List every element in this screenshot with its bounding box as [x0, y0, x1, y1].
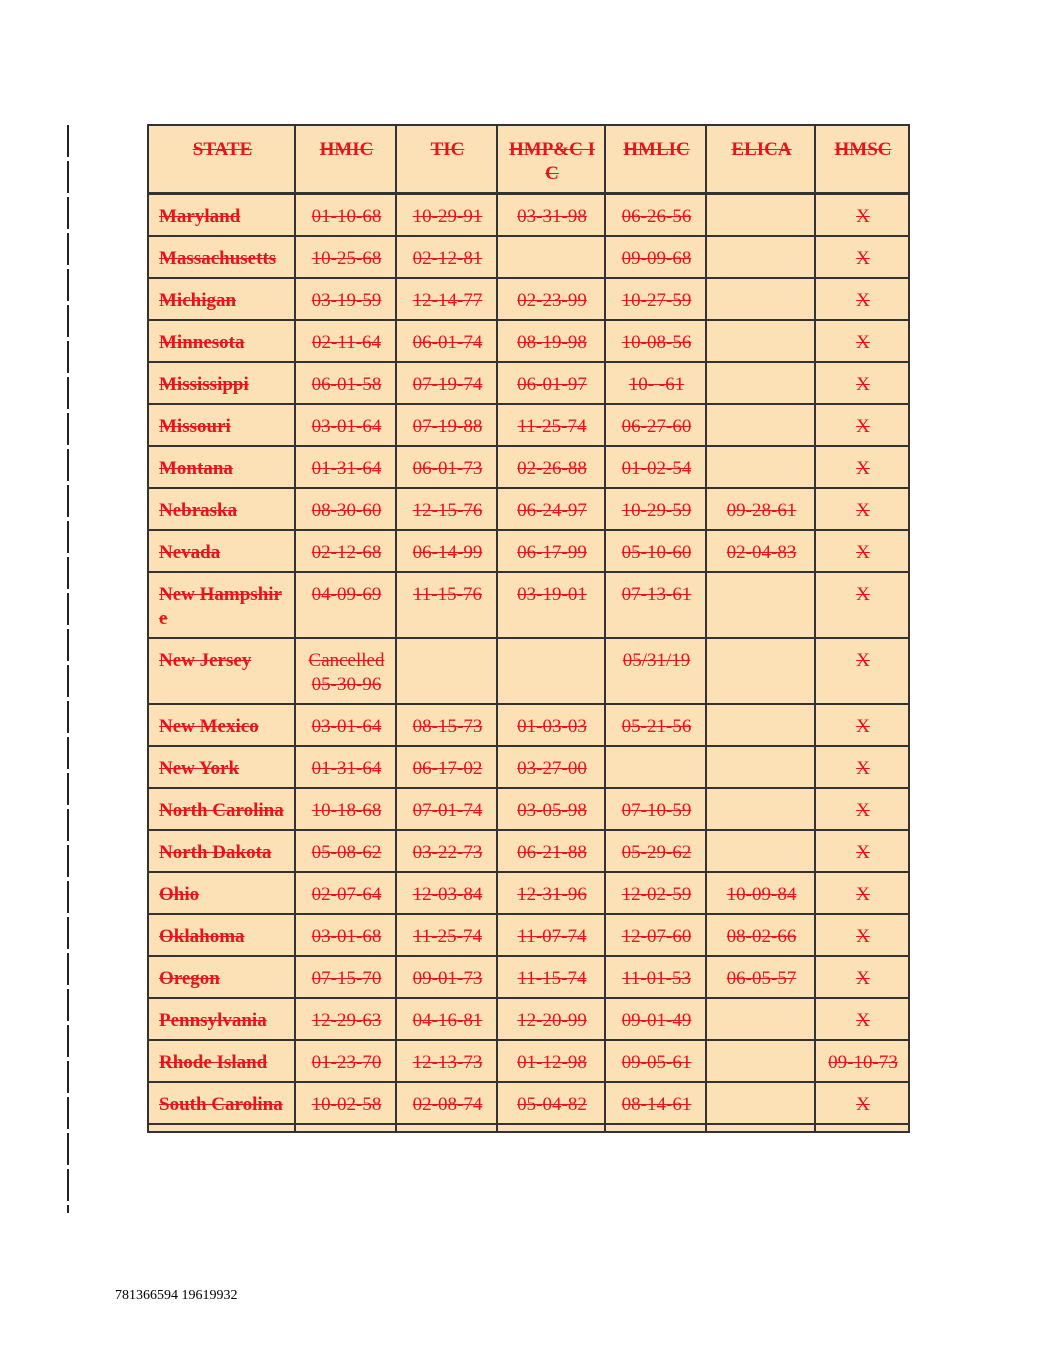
cell-hmpcic: 01-12-98 [497, 1040, 605, 1082]
cell-hmic: 03-01-68 [295, 914, 396, 956]
header-hmsc: HMSC [815, 125, 909, 194]
cell-hmsc: X [815, 488, 909, 530]
cell-state: North Dakota [148, 830, 295, 872]
cell-hmsc: X [815, 956, 909, 998]
cell-elica [706, 320, 815, 362]
cell-hmsc: X [815, 572, 909, 638]
cell-elica [706, 998, 815, 1040]
cell-tic: 02-12-81 [396, 236, 497, 278]
cell-hmic: 10-18-68 [295, 788, 396, 830]
cell-tic: 02-08-74 [396, 1082, 497, 1124]
table-row [148, 320, 909, 362]
cell-elica [706, 236, 815, 278]
filler-cell [706, 1124, 815, 1132]
cell-elica: 08-02-66 [706, 914, 815, 956]
cell-elica [706, 194, 815, 237]
filler-cell [815, 1124, 909, 1132]
cell-state: Maryland [148, 194, 295, 237]
cell-tic: 10-29-91 [396, 194, 497, 237]
cell-hmsc: 09-10-73 [815, 1040, 909, 1082]
cell-hmsc: X [815, 830, 909, 872]
cell-hmlic: 05-10-60 [605, 530, 706, 572]
cell-hmlic: 10-27-59 [605, 278, 706, 320]
cell-state: Oregon [148, 956, 295, 998]
cell-hmsc: X [815, 194, 909, 237]
filler-cell [148, 1124, 295, 1132]
table-row [148, 788, 909, 830]
cell-state: Pennsylvania [148, 998, 295, 1040]
table-row [148, 956, 909, 998]
cell-hmlic: 01-02-54 [605, 446, 706, 488]
table-row [148, 1082, 909, 1124]
cell-hmlic: 06-27-60 [605, 404, 706, 446]
cell-hmlic: 08-14-61 [605, 1082, 706, 1124]
cell-elica [706, 1082, 815, 1124]
cell-hmic: 03-01-64 [295, 704, 396, 746]
cell-hmsc: X [815, 278, 909, 320]
cell-state: New Mexico [148, 704, 295, 746]
header-row [148, 125, 909, 194]
cell-hmsc: X [815, 404, 909, 446]
cell-hmlic: 12-07-60 [605, 914, 706, 956]
cell-hmpcic: 11-25-74 [497, 404, 605, 446]
filler-cell [605, 1124, 706, 1132]
cell-tic: 06-01-73 [396, 446, 497, 488]
cell-tic: 06-14-99 [396, 530, 497, 572]
filler-cell [295, 1124, 396, 1132]
state-dates-table [147, 124, 910, 1133]
cell-state: Oklahoma [148, 914, 295, 956]
cell-tic: 03-22-73 [396, 830, 497, 872]
cell-hmpcic: 12-20-99 [497, 998, 605, 1040]
cell-hmpcic: 01-03-03 [497, 704, 605, 746]
cell-hmlic: 07-10-59 [605, 788, 706, 830]
cell-hmpcic: 03-27-00 [497, 746, 605, 788]
cell-elica [706, 278, 815, 320]
cell-tic: 08-15-73 [396, 704, 497, 746]
table-row [148, 446, 909, 488]
cell-tic: 12-13-73 [396, 1040, 497, 1082]
cell-tic: 07-19-74 [396, 362, 497, 404]
cell-elica [706, 830, 815, 872]
cell-elica: 10-09-84 [706, 872, 815, 914]
cell-hmic: Cancelled 05-30-96 [295, 638, 396, 704]
cell-hmlic: 10- -61 [605, 362, 706, 404]
table-row [148, 362, 909, 404]
cell-tic: 12-14-77 [396, 278, 497, 320]
table-row [148, 572, 909, 638]
page-margin-rule [67, 125, 69, 1213]
cell-state: Nevada [148, 530, 295, 572]
cell-hmlic: 09-05-61 [605, 1040, 706, 1082]
cell-hmpcic: 08-19-98 [497, 320, 605, 362]
cell-hmpcic: 03-05-98 [497, 788, 605, 830]
header-hmpcic: HMP&C IC [497, 125, 605, 194]
cell-tic: 11-15-76 [396, 572, 497, 638]
cell-hmsc: X [815, 746, 909, 788]
cell-hmpcic: 06-01-97 [497, 362, 605, 404]
cell-elica [706, 362, 815, 404]
cell-hmlic: 05/31/19 [605, 638, 706, 704]
cell-hmsc: X [815, 638, 909, 704]
cell-hmic: 06-01-58 [295, 362, 396, 404]
cell-tic: 11-25-74 [396, 914, 497, 956]
cell-tic [396, 638, 497, 704]
table-row [148, 530, 909, 572]
cell-hmlic: 06-26-56 [605, 194, 706, 237]
cell-hmpcic: 03-19-01 [497, 572, 605, 638]
table-row [148, 194, 909, 237]
cell-hmpcic: 02-23-99 [497, 278, 605, 320]
cell-hmlic: 09-09-68 [605, 236, 706, 278]
filler-cell [396, 1124, 497, 1132]
table-row [148, 914, 909, 956]
cell-elica [706, 404, 815, 446]
cell-hmsc: X [815, 872, 909, 914]
cell-state: North Carolina [148, 788, 295, 830]
table-row [148, 236, 909, 278]
filler-cell [497, 1124, 605, 1132]
cell-hmpcic: 05-04-82 [497, 1082, 605, 1124]
cell-hmsc: X [815, 362, 909, 404]
cell-tic: 04-16-81 [396, 998, 497, 1040]
document-id: 781366594 19619932 [115, 1288, 238, 1303]
cell-hmpcic: 03-31-98 [497, 194, 605, 237]
cell-state: Montana [148, 446, 295, 488]
cell-hmsc: X [815, 236, 909, 278]
cell-state: Massachusetts [148, 236, 295, 278]
cell-hmic: 02-12-68 [295, 530, 396, 572]
cell-hmic: 12-29-63 [295, 998, 396, 1040]
cell-tic: 09-01-73 [396, 956, 497, 998]
cell-elica [706, 638, 815, 704]
cell-hmsc: X [815, 788, 909, 830]
cell-hmic: 05-08-62 [295, 830, 396, 872]
cell-hmsc: X [815, 998, 909, 1040]
cell-hmic: 04-09-69 [295, 572, 396, 638]
cell-hmlic: 10-08-56 [605, 320, 706, 362]
cell-state: New York [148, 746, 295, 788]
cell-elica: 09-28-61 [706, 488, 815, 530]
cell-hmsc: X [815, 914, 909, 956]
table-row [148, 872, 909, 914]
cell-state: New Jersey [148, 638, 295, 704]
cell-hmlic: 09-01-49 [605, 998, 706, 1040]
table-row [148, 830, 909, 872]
cell-hmic: 03-01-64 [295, 404, 396, 446]
cell-hmlic: 05-21-56 [605, 704, 706, 746]
cell-hmlic: 10-29-59 [605, 488, 706, 530]
cell-hmlic: 07-13-61 [605, 572, 706, 638]
cell-hmpcic: 02-26-88 [497, 446, 605, 488]
cell-state: Missouri [148, 404, 295, 446]
cell-hmpcic [497, 236, 605, 278]
cell-tic: 07-19-88 [396, 404, 497, 446]
cell-state: South Carolina [148, 1082, 295, 1124]
cell-elica: 06-05-57 [706, 956, 815, 998]
table-row [148, 1040, 909, 1082]
header-hmic: HMIC [295, 125, 396, 194]
cell-hmic: 07-15-70 [295, 956, 396, 998]
cell-state: Mississippi [148, 362, 295, 404]
header-state: STATE [148, 125, 295, 194]
cell-hmpcic: 06-21-88 [497, 830, 605, 872]
cell-hmpcic: 12-31-96 [497, 872, 605, 914]
cell-tic: 12-03-84 [396, 872, 497, 914]
cell-elica [706, 788, 815, 830]
cell-hmpcic: 11-07-74 [497, 914, 605, 956]
table-row [148, 488, 909, 530]
cell-tic: 12-15-76 [396, 488, 497, 530]
header-elica: ELICA [706, 125, 815, 194]
cell-state: Minnesota [148, 320, 295, 362]
cell-elica: 02-04-83 [706, 530, 815, 572]
cell-hmsc: X [815, 530, 909, 572]
cell-hmic: 08-30-60 [295, 488, 396, 530]
cell-hmic: 10-25-68 [295, 236, 396, 278]
table-filler-row [148, 1124, 909, 1132]
cell-hmsc: X [815, 704, 909, 746]
table-row [148, 638, 909, 704]
cell-hmpcic: 11-15-74 [497, 956, 605, 998]
cell-hmic: 03-19-59 [295, 278, 396, 320]
table-row [148, 746, 909, 788]
cell-hmsc: X [815, 1082, 909, 1124]
cell-hmsc: X [815, 320, 909, 362]
cell-hmsc: X [815, 446, 909, 488]
cell-hmlic: 11-01-53 [605, 956, 706, 998]
cell-hmlic [605, 746, 706, 788]
cell-hmpcic: 06-17-99 [497, 530, 605, 572]
cell-hmlic: 12-02-59 [605, 872, 706, 914]
table-row [148, 278, 909, 320]
cell-hmic: 10-02-58 [295, 1082, 396, 1124]
cell-hmic: 02-11-64 [295, 320, 396, 362]
cell-state: Ohio [148, 872, 295, 914]
cell-elica [706, 1040, 815, 1082]
cell-hmic: 01-31-64 [295, 446, 396, 488]
cell-state: Nebraska [148, 488, 295, 530]
cell-state: Rhode Island [148, 1040, 295, 1082]
cell-elica [706, 572, 815, 638]
table-row [148, 998, 909, 1040]
cell-elica [706, 746, 815, 788]
header-tic: TIC [396, 125, 497, 194]
cell-elica [706, 704, 815, 746]
cell-hmic: 01-23-70 [295, 1040, 396, 1082]
cell-hmpcic: 06-24-97 [497, 488, 605, 530]
cell-hmic: 02-07-64 [295, 872, 396, 914]
cell-state: Michigan [148, 278, 295, 320]
cell-hmpcic [497, 638, 605, 704]
table-row [148, 704, 909, 746]
cell-tic: 06-17-02 [396, 746, 497, 788]
cell-hmlic: 05-29-62 [605, 830, 706, 872]
cell-tic: 06-01-74 [396, 320, 497, 362]
cell-state: New Hampshire [148, 572, 295, 638]
cell-hmic: 01-31-64 [295, 746, 396, 788]
cell-elica [706, 446, 815, 488]
cell-hmic: 01-10-68 [295, 194, 396, 237]
header-hmlic: HMLIC [605, 125, 706, 194]
table-row [148, 404, 909, 446]
cell-tic: 07-01-74 [396, 788, 497, 830]
